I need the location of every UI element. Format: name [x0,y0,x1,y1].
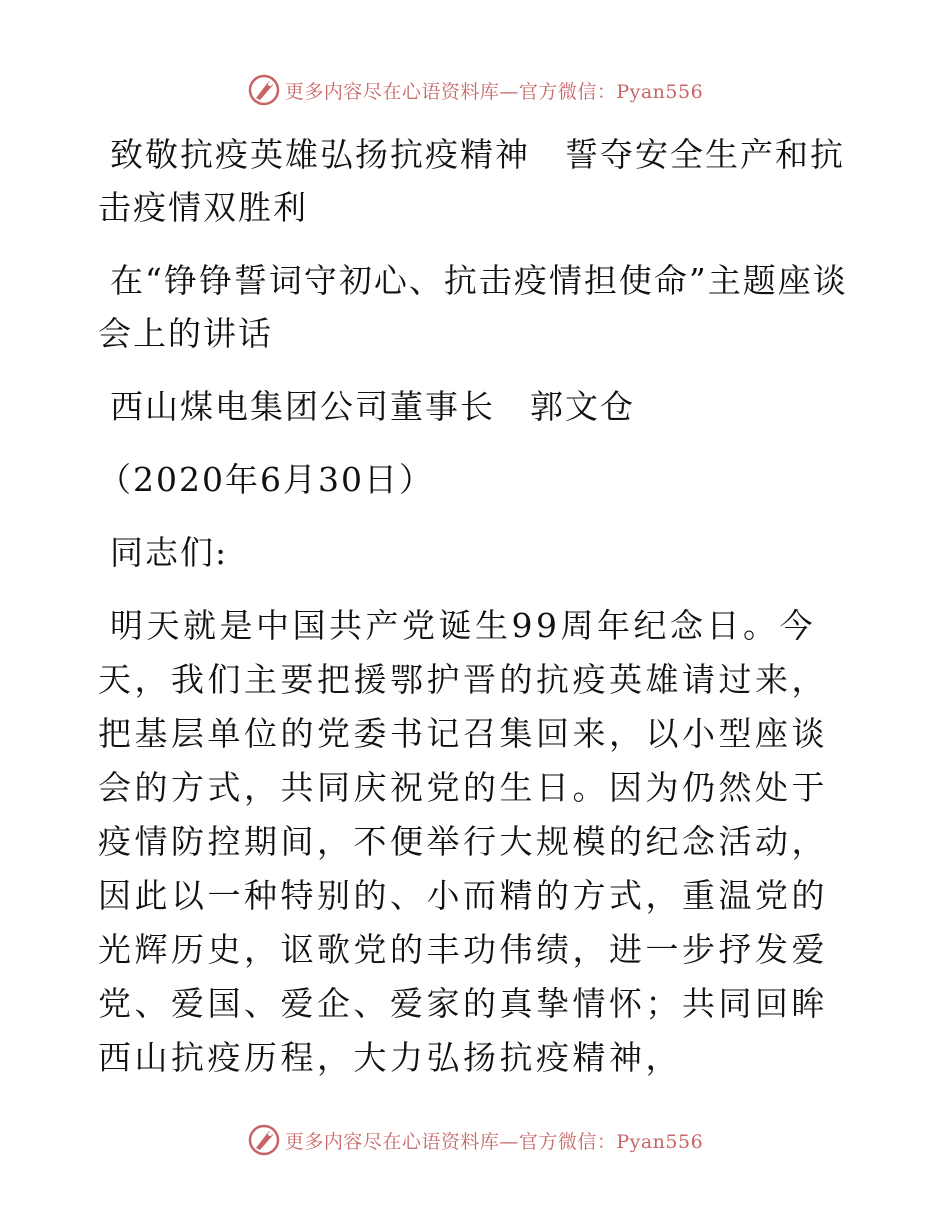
salutation: 同志们: [110,533,229,572]
pen-nib-logo-icon [247,73,281,107]
body-paragraph: 明天就是中国共产党诞生99周年纪念日。今天，我们主要把援鄂护晋的抗疫英雄请过来，把基层单位的党委书记召集回来，以小型座谈会的方式，共同庆祝党的生日。因为仍然处于疫情防控期间，不便举行大规模的纪念活动，因此以一种特别的、小而精的方式，重温党的光辉历史，讴歌党的丰功伟绩，进一步抒发爱党、爱国、爱企、爱家的真挚情怀；共同回眸西山抗疫历程，大力弘扬抗疫精神， [98,606,828,1077]
document-body [98,128,858,1105]
document-title: 致敬抗疫英雄弘扬抗疫精神 誓夺安全生产和抗击疫情双胜利 [98,135,845,227]
watermark-text: 更多内容尽在心语资料库—官方微信：Pyan556 [284,1130,704,1153]
speaker-line: 西山煤电集团公司董事长 郭文仓 [110,387,635,426]
watermark-text: 更多内容尽在心语资料库—官方微信：Pyan556 [284,80,704,103]
watermark-header [0,70,950,110]
watermark-footer [0,1120,950,1160]
pen-nib-logo-icon [247,1123,281,1157]
document-subtitle: 在“铮铮誓词守初心、抗击疫情担使命”主题座谈会上的讲话 [98,261,848,353]
date-line: （2020年6月30日） [98,460,434,499]
